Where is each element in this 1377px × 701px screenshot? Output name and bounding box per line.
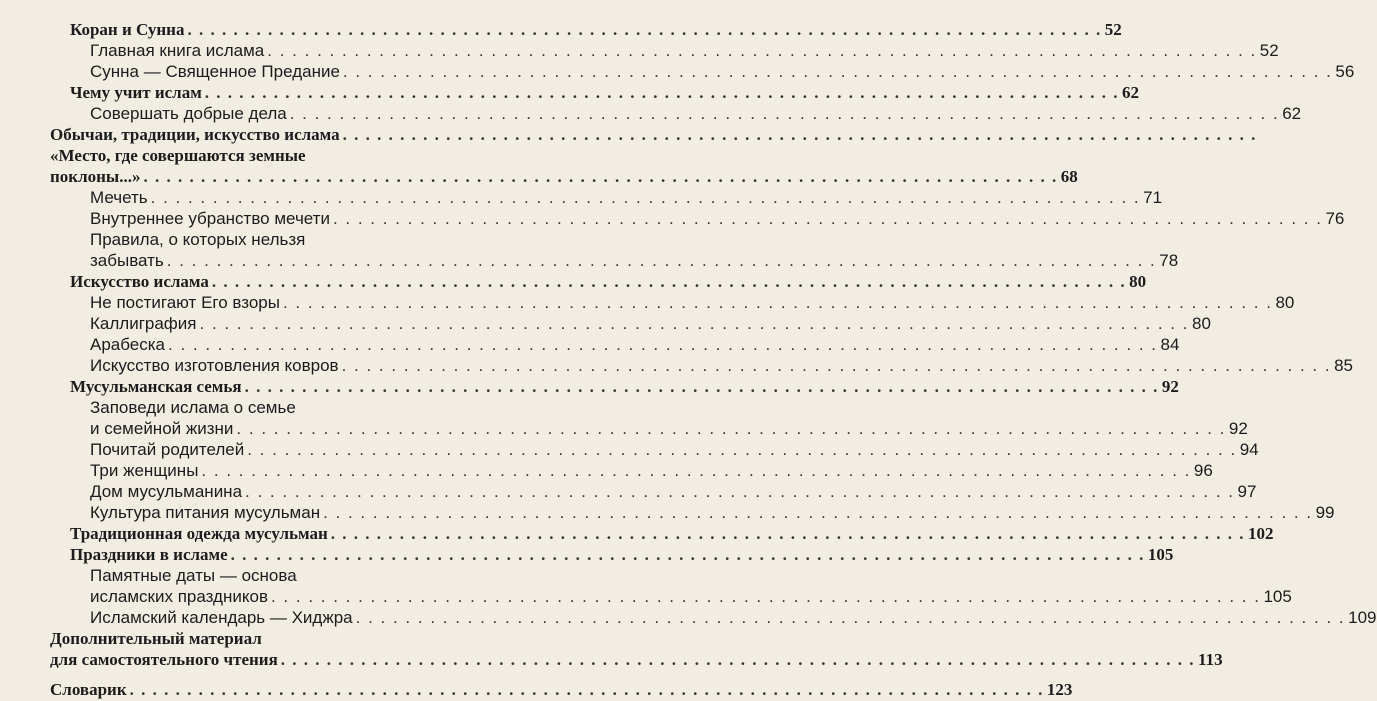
toc-entry-title: и семейной жизни [90,419,234,438]
toc-entry [50,650,1223,671]
toc-entry-title: Арабеска [90,335,166,354]
toc-entry-title: Искусство изготовления ковров [90,356,339,375]
toc-entry-title: «Место, где совершаются земные [50,146,306,165]
toc-leader-dots: . . . . . . . . . . . . . . . . . . . . . . . . . . . . . . . . . . . . . . . . . . . . . . . . . . . . . . . . . . . . . . . . . . . . . . . . . . . . . . . . [236,419,1226,438]
toc-entry [50,62,1355,83]
toc-entry-page: 97 [1237,482,1257,501]
toc-entry-title: Каллиграфия [90,314,197,333]
toc-leader-dots: . . . . . . . . . . . . . . . . . . . . . . . . . . . . . . . . . . . . . . . . . . . . . . . . . . . . . . . . . . . . . . . . . . . . . . . . . . . . . . . . [211,272,1127,291]
toc-leader-dots: . . . . . . . . . . . . . . . . . . . . . . . . . . . . . . . . . . . . . . . . . . . . . . . . . . . . . . . . . . . . . . . . . . . . . . . . . . . . . . . . [341,356,1332,375]
toc-entry-page: 109 [1348,608,1377,627]
toc-entry [50,587,1292,608]
toc-entry-page: 62 [1122,83,1140,102]
toc-entry-page: 84 [1160,335,1180,354]
toc-entry-title: Чему учит ислам [70,83,202,102]
toc-entry-page: 80 [1191,314,1211,333]
toc-entry [50,356,1353,377]
toc-entry [50,41,1279,62]
toc-leader-dots: . . . . . . . . . . . . . . . . . . . . . . . . . . . . . . . . . . . . . . . . . . . . . . . . . . . . . . . . . . . . . . . . . . . . . . . . . . . . . . . . [150,188,1141,207]
toc-leader-dots: . . . . . . . . . . . . . . . . . . . . . . . . . . . . . . . . . . . . . . . . . . . . . . . . . . . . . . . . . . . . . . . . . . . . . . . . . . . . . . . . [330,524,1245,543]
toc-entry-title: исламских праздников [90,587,268,606]
toc-entry [50,419,1248,440]
toc-entry [50,608,1377,629]
toc-entry-page: 76 [1325,209,1345,228]
toc-entry-page: 123 [1046,680,1073,699]
toc-entry [50,335,1180,356]
toc-leader-dots: . . . . . . . . . . . . . . . . . . . . . . . . . . . . . . . . . . . . . . . . . . . . . . . . . . . . . . . . . . . . . . . . . . . . . . . . . . . . . . . . [267,41,1257,60]
toc-entry [50,629,445,650]
toc-entry-title: Дом мусульманина [90,482,243,501]
toc-leader-dots: . . . . . . . . . . . . . . . . . . . . . . . . . . . . . . . . . . . . . . . . . . . . . . . . . . . . . . . . . . . . . . . . . . . . . . . . . . . . . . . . [342,62,1333,81]
toc-leader-dots: . . . . . . . . . . . . . . . . . . . . . . . . . . . . . . . . . . . . . . . . . . . . . . . . . . . . . . . . . . . . . . . . . . . . . . . . . . . . . . . . [168,335,1158,354]
toc-entry-title: Сунна — Священное Предание [90,62,340,81]
toc-entry [50,272,1147,293]
toc-entry-title: Совершать добрые дела [90,104,287,123]
toc-entry-title: Дополнительный материал [50,629,262,648]
toc-entry-title: Правила, о которых нельзя [90,230,306,249]
toc-entry-title: Почитай родителей [90,440,245,459]
toc-entry-page: 80 [1275,293,1295,312]
toc-entry-page: 52 [1104,20,1122,39]
toc-entry [50,20,1122,41]
toc-leader-dots: . . . . . . . . . . . . . . . . . . . . . . . . . . . . . . . . . . . . . . . . . . . . . . . . . . . . . . . . . . . . . . . . . . . . . . . . . . . . . . . . [289,104,1280,123]
toc-entry [50,440,1259,461]
toc-leader-dots: . . . . . . . . . . . . . . . . . . . . . . . . . . . . . . . . . . . . . . . . . . . . . . . . . . . . . . . . . . . . . . . . . . . . . . . . . . . . . . . . [245,482,1235,501]
toc-entry-title: Исламский календарь — Хиджра [90,608,353,627]
toc-entry-title: Праздники в исламе [70,545,228,564]
toc-leader-dots: . . . . . . . . . . . . . . . . . . . . . . . . . . . . . . . . . . . . . . . . . . . . . . . . . . . . . . . . . . . . . . . . . . . . . . . . . . . . . . . . [247,440,1237,459]
toc-entry [50,209,1345,230]
toc-entry-page: 105 [1263,587,1292,606]
toc-entry-page: 80 [1129,272,1147,291]
toc-leader-dots: . . . . . . . . . . . . . . . . . . . . . . . . . . . . . . . . . . . . . . . . . . . . . . . . . . . . . . . . . . . . . . . . . . . . . . . . . . . . . . . . [187,20,1102,39]
toc-entry-page: 56 [1335,62,1355,81]
toc-entry-title: Традиционная одежда мусульман [70,524,328,543]
toc-entry-title: Искусство ислама [70,272,209,291]
toc-leader-dots: . . . . . . . . . . . . . . . . . . . . . . . . . . . . . . . . . . . . . . . . . . . . . . . . . . . . . . . . . . . . . . . . . . . . . . . . . . . . . . . . [282,293,1273,312]
toc-entry-title: Мечеть [90,188,148,207]
toc-entry-title: Три женщины [90,461,199,480]
toc-entry-title: забывать [90,251,164,270]
toc-entry [50,377,1179,398]
toc-leader-dots: . . . . . . . . . . . . . . . . . . . . . . . . . . . . . . . . . . . . . . . . . . . . . . . . . . . . . . . . . . . . . . . . . . . . . . . . . . . . . . . . [280,650,1196,669]
toc-entry [50,314,1211,335]
toc-leader-dots: . . . . . . . . . . . . . . . . . . . . . . . . . . . . . . . . . . . . . . . . . . . . . . . . . . . . . . . . . . . . . . . . . . . . . . . . . . . . . . . . [332,209,1323,228]
toc-entry-title: для самостоятельного чтения [50,650,278,669]
toc-entry-page: 62 [1282,104,1302,123]
toc-entry [50,125,1257,146]
toc-entry-page: 71 [1143,188,1163,207]
toc-entry-page: 92 [1161,377,1179,396]
toc-entry [50,566,445,587]
toc-entry-title: Заповеди ислама о семье [90,398,296,417]
toc-entry [50,104,1302,125]
toc-entry-title: Главная книга ислама [90,41,265,60]
toc-entry [50,146,445,167]
toc-entry-title: Не постигают Его взоры [90,293,280,312]
toc-entry-page: 85 [1334,356,1353,375]
toc-entry-title: Культура питания мусульман [90,503,321,522]
toc-entry-page: 96 [1193,461,1213,480]
toc-entry [50,545,1174,566]
toc-leader-dots: . . . . . . . . . . . . . . . . . . . . . . . . . . . . . . . . . . . . . . . . . . . . . . . . . . . . . . . . . . . . . . . . . . . . . . . . . . . . . . . . [199,314,1189,333]
toc-entry-page: 113 [1198,650,1223,669]
toc-entry [50,680,1073,701]
toc-leader-dots: . . . . . . . . . . . . . . . . . . . . . . . . . . . . . . . . . . . . . . . . . . . . . . . . . . . . . . . . . . . . . . . . . . . . . . . . . . . . . . . . [201,461,1191,480]
toc-leader-dots: . . . . . . . . . . . . . . . . . . . . . . . . . . . . . . . . . . . . . . . . . . . . . . . . . . . . . . . . . . . . . . . . . . . . . . . . . . . . . . . . [230,545,1145,564]
toc-leader-dots: . . . . . . . . . . . . . . . . . . . . . . . . . . . . . . . . . . . . . . . . . . . . . . . . . . . . . . . . . . . . . . . . . . . . . . . . . . . . . . . . [342,125,1257,144]
toc-entry [50,83,1140,104]
toc-entry-page: 102 [1248,524,1274,543]
toc-entry-title: Обычаи, традиции, искусство ислама [50,125,340,144]
toc-entry-page: 78 [1159,251,1179,270]
toc-entry [50,251,1179,272]
toc-entry-page: 68 [1060,167,1078,186]
toc-leader-dots: . . . . . . . . . . . . . . . . . . . . . . . . . . . . . . . . . . . . . . . . . . . . . . . . . . . . . . . . . . . . . . . . . . . . . . . . . . . . . . . . [204,83,1120,102]
toc-entry-page: 99 [1315,503,1335,522]
toc-entry [50,293,1295,314]
toc-leader-dots: . . . . . . . . . . . . . . . . . . . . . . . . . . . . . . . . . . . . . . . . . . . . . . . . . . . . . . . . . . . . . . . . . . . . . . . . . . . . . . . . [244,377,1159,396]
toc-leader-dots: . . . . . . . . . . . . . . . . . . . . . . . . . . . . . . . . . . . . . . . . . . . . . . . . . . . . . . . . . . . . . . . . . . . . . . . . . . . . . . . . [355,608,1346,627]
toc-entry-title: Коран и Сунна [70,20,185,39]
toc-entry [50,230,445,251]
toc-entry-title: Мусульманская семья [70,377,242,396]
toc-leader-dots: . . . . . . . . . . . . . . . . . . . . . . . . . . . . . . . . . . . . . . . . . . . . . . . . . . . . . . . . . . . . . . . . . . . . . . . . . . . . . . . . [129,680,1044,699]
toc-entry [50,398,445,419]
toc-entry-title: Внутреннее убранство мечети [90,209,330,228]
toc-entry [50,482,1257,503]
toc-entry-page: 105 [1147,545,1174,564]
toc-entry-title: поклоны...» [50,167,141,186]
toc-entry-title: Памятные даты — основа [90,566,297,585]
toc-entry [50,167,1078,188]
toc-entry-page: 92 [1228,419,1248,438]
toc-entry [50,524,1274,545]
toc-entry [50,503,1335,524]
toc-entry-title: Словарик [50,680,127,699]
toc-entry-page: 94 [1239,440,1259,459]
toc-entry [50,188,1163,209]
toc-leader-dots: . . . . . . . . . . . . . . . . . . . . . . . . . . . . . . . . . . . . . . . . . . . . . . . . . . . . . . . . . . . . . . . . . . . . . . . . . . . . . . . . [143,167,1058,186]
toc-leader-dots: . . . . . . . . . . . . . . . . . . . . . . . . . . . . . . . . . . . . . . . . . . . . . . . . . . . . . . . . . . . . . . . . . . . . . . . . . . . . . . . . [166,251,1157,270]
toc-entry [50,461,1213,482]
toc-entry-page: 52 [1259,41,1279,60]
toc-leader-dots: . . . . . . . . . . . . . . . . . . . . . . . . . . . . . . . . . . . . . . . . . . . . . . . . . . . . . . . . . . . . . . . . . . . . . . . . . . . . . . . . [270,587,1261,606]
toc-leader-dots: . . . . . . . . . . . . . . . . . . . . . . . . . . . . . . . . . . . . . . . . . . . . . . . . . . . . . . . . . . . . . . . . . . . . . . . . . . . . . . . . [323,503,1313,522]
